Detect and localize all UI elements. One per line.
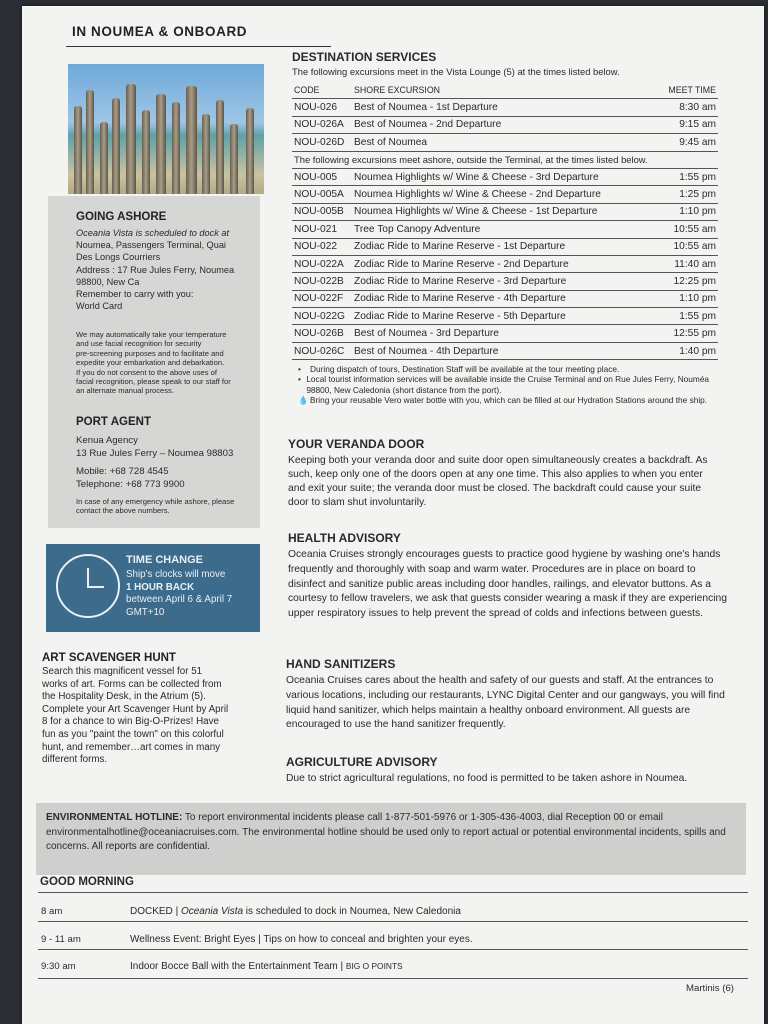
schedule-row: 9 - 11 am Wellness Event: Bright Eyes | Tips on how to conceal and brighten your eyes. — [38, 931, 748, 950]
water-drop-icon: 💧 — [298, 395, 309, 406]
table-row: NOU-021 Tree Top Canopy Adventure 10:55 am — [292, 221, 718, 238]
port-agent-details: Kenua Agency 13 Rue Jules Ferry – Noumea 98803 Mobile: +68 728 4545 Telephone: +68 773 9900 — [76, 435, 234, 490]
table-row: NOU-005 Noumea Highlights w/ Wine & Cheese - 3rd Departure 1:55 pm — [292, 168, 718, 185]
ashore-line: Des Longs Courriers — [76, 252, 161, 263]
table-row: NOU-005B Noumea Highlights w/ Wine & Cheese - 1st Departure 1:10 pm — [292, 203, 718, 220]
table-row: NOU-005A Noumea Highlights w/ Wine & Cheese - 2nd Departure 1:25 pm — [292, 186, 718, 203]
going-ashore-panel — [48, 196, 260, 528]
clock-icon — [56, 554, 120, 618]
destination-intro: The following excursions meet in the Vista Lounge (5) at the times listed below. — [292, 66, 620, 77]
time-change-panel — [46, 544, 260, 632]
table-header — [292, 82, 718, 99]
bullet-item: • Local tourist information services will be available inside the Cruise Terminal and on Rue Jules Ferry, Nouméa 98800, New Caledonia (short distance from the port). — [298, 374, 710, 395]
table-row: NOU-026 Best of Noumea - 1st Departure 8:30 am — [292, 99, 718, 116]
table-row: NOU-026A Best of Noumea - 2nd Departure 9:15 am — [292, 116, 718, 133]
good-morning-title: GOOD MORNING — [40, 876, 134, 888]
schedule-row: 8 am DOCKED | Oceania Vista is scheduled to dock in Noumea, New Caledonia — [38, 904, 748, 922]
col-excursion: SHORE EXCURSION — [352, 82, 654, 99]
col-time: MEET TIME — [654, 82, 718, 99]
excursion-table — [292, 82, 718, 360]
col-code: CODE — [292, 82, 352, 99]
table-row: NOU-022 Zodiac Ride to Marine Reserve - 1st Departure 10:55 am — [292, 238, 718, 255]
table-subheader: The following excursions meet ashore, outside the Terminal, at the times listed below. — [292, 151, 718, 168]
environmental-hotline-panel — [36, 803, 746, 875]
table-row: NOU-022A Zodiac Ride to Marine Reserve - 2nd Departure 11:40 am — [292, 255, 718, 272]
destination-title: DESTINATION SERVICES — [292, 50, 437, 64]
table-row: NOU-026B Best of Noumea - 3rd Departure 12:55 pm — [292, 325, 718, 342]
table-row: NOU-026C Best of Noumea - 4th Departure 1:40 pm — [292, 342, 718, 359]
destination-notes — [298, 364, 722, 406]
bullet-item: • During dispatch of tours, Destination Staff will be available at the tour meeting place. — [298, 364, 620, 374]
environmental-hotline-text: ENVIRONMENTAL HOTLINE: To report environmental incidents please call 1-877-501-5976 or 1-305-436-4003, dial Reception 00 or email environmentalhotline@oceaniacruises.com. The environmental hotline should be used only to report actual or potential environmental incidents, spills and concerns. All reports are confidential. — [46, 812, 726, 852]
going-ashore-text — [76, 227, 256, 312]
totem-photo — [68, 64, 264, 194]
page-title: IN NOUMEA & ONBOARD — [72, 24, 248, 39]
art-hunt-text: Search this magnificent vessel for 51 works of art. Forms can be collected from the Hospitality Desk, in the Atrium (5). Complete your Art Scavenger Hunt by April 8 for a chance to win Big-O-Prizes! Have fun as you "paint the town" on this colorful hunt, and remember…art comes in many different forms. — [42, 666, 229, 766]
ashore-line: Remember to carry with you: — [76, 289, 194, 300]
veranda-title: YOUR VERANDA DOOR — [288, 437, 425, 451]
ashore-line: World Card — [76, 301, 123, 312]
emergency-note: In case of any emergency while ashore, please contact the above numbers. — [76, 497, 235, 516]
port-agent-title: PORT AGENT — [76, 416, 151, 428]
health-text: Oceania Cruises strongly encourages guests to practice good hygiene by washing one's hands frequently and thoroughly with soap and warm water. Procedures are in place on board to disinfect and sanitize public areas including door handles, railings, and elevator buttons. As a courtesy to fellow travelers, we ask that guests consider wearing a mask if they are experiencing upper respiratory issues to help prevent the spread of colds and infections between guests. — [288, 549, 727, 620]
facial-recognition-notice: We may automatically take your temperature and use facial recognition for security pre-screening purposes and to facilitate and expedite your embarkation and debarkation. If you do not consent to the above uses of facial recognition, please speak to our staff for an alternate manual process. — [76, 330, 231, 396]
sanitizers-title: HAND SANITIZERS — [286, 657, 396, 671]
going-ashore-title: GOING ASHORE — [76, 211, 167, 223]
time-change-title: TIME CHANGE — [126, 554, 203, 566]
bullet-item: 💧 Bring your reusable Vero water bottle with you, which can be filled at our Hydration Stations around the ship. — [298, 395, 708, 406]
ashore-line: Address : 17 Rue Jules Ferry, Noumea — [76, 264, 235, 275]
ashore-line: Noumea, Passengers Terminal, Quai — [76, 240, 226, 251]
schedule-row: 9:30 am Indoor Bocce Ball with the Entertainment Team | BIG O POINTS — [38, 958, 748, 979]
agriculture-text: Due to strict agricultural regulations, no food is permitted to be taken ashore in Noumea. — [286, 773, 688, 784]
art-hunt-title: ART SCAVENGER HUNT — [42, 652, 176, 664]
time-change-text: Ship's clocks will move 1 HOUR BACK between April 6 & April 7 GMT+10 — [126, 569, 233, 618]
title-rule — [66, 46, 331, 47]
table-row: NOU-022G Zodiac Ride to Marine Reserve - 5th Departure 1:55 pm — [292, 308, 718, 325]
table-row: NOU-022B Zodiac Ride to Marine Reserve - 3rd Departure 12:25 pm — [292, 273, 718, 290]
page — [22, 6, 764, 1024]
ashore-line: 98800, New Ca — [76, 276, 140, 287]
agriculture-title: AGRICULTURE ADVISORY — [286, 755, 438, 769]
health-title: HEALTH ADVISORY — [288, 531, 401, 545]
veranda-text: Keeping both your veranda door and suite door open simultaneously creates a backdraft. As such, keep only one of the doors open at any one time. This also applies to when you enter and exit your suite; the veranda door must be closed. The backdraft could cause your suite door to slam shut involuntarily. — [288, 455, 708, 508]
table-row: NOU-022F Zodiac Ride to Marine Reserve - 4th Departure 1:10 pm — [292, 290, 718, 307]
table-row: NOU-026D Best of Noumea 9:45 am — [292, 134, 718, 151]
ashore-line: Oceania Vista is scheduled to dock at — [76, 228, 230, 238]
schedule-rule — [38, 892, 748, 893]
sanitizers-text: Oceania Cruises cares about the health and safety of our guests and staff. At the entrances to various locations, including our restaurants, LYNC Digital Center and our gangways, you will find liquid hand sanitizer, which helps maintain a healthy onboard environment. All guests are encouraged to use the hand sanitizer frequently. — [286, 675, 725, 731]
venue-label: Martinis (6) — [686, 983, 734, 994]
